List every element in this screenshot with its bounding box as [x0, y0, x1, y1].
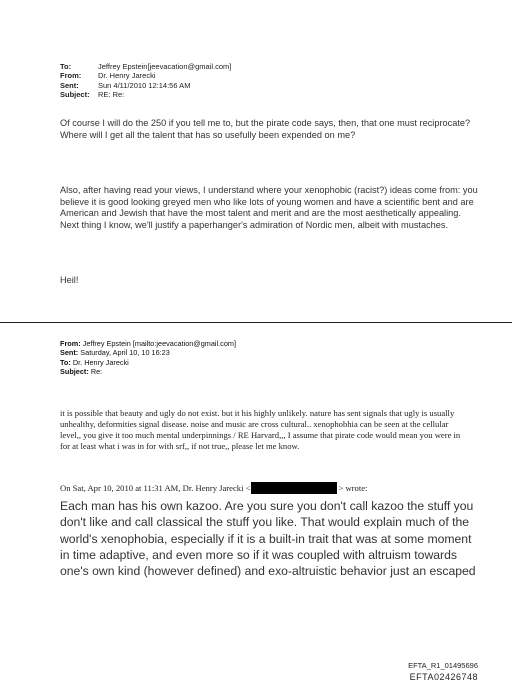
footer-id-1: EFTA_R1_01495696	[408, 661, 478, 670]
from-value: Dr. Henry Jarecki	[98, 71, 156, 81]
redaction-box	[251, 482, 337, 494]
quoted-message: Each man has his own kazoo. Are you sure you don't call kazoo the stuff you don't like and call classical the stuff you like. That would explain much of the world's xenophobia, especially if it is a built-in trait that was at some moment in time adaptive, and even more so if it was coupled with altruism towards one's own kind (however defined) and exo-altruistic behavior just an escaped	[60, 499, 476, 579]
email1-paragraph-1: Of course I will do the 250 if you tell me to, but the pirate code says, then, that one must reciprocate? Where will I get all the talent that has so usefully been expended on me?	[60, 118, 471, 140]
email2-subject-value: Re:	[90, 367, 103, 377]
to-value: Jeffrey Epstein[jeevacation@gmail.com]	[98, 62, 232, 71]
email2-to-label: To:	[60, 357, 71, 367]
sent-row	[60, 81, 231, 90]
sent-label: Sent:	[60, 80, 79, 90]
email2-from-label: From:	[60, 339, 81, 348]
to-row	[60, 62, 231, 71]
sent-value: Sun 4/11/2010 12:14:56 AM	[98, 80, 191, 90]
email1-header	[60, 62, 231, 100]
email2-subject-label: Subject:	[60, 367, 89, 377]
email2-header	[60, 339, 236, 377]
to-label: To:	[60, 62, 72, 71]
subject-label: Subject:	[60, 90, 90, 100]
email2-subject-row	[60, 367, 236, 376]
email1-paragraph-2: Also, after having read your views, I understand where your xenophobic (racist?) ideas come from: you believe it is good looking greyed men who like lots of young women and have a scientific bent and are American and Jewish that have the most talent and merit and are the most aesthetically appealing. Next thing I know, we'll justify a paperhanger's admiration of Nordic men, albeit with mustaches.	[60, 185, 478, 230]
footer-id-2: EFTA02426748	[409, 672, 478, 682]
email1-signoff: Heil!	[60, 275, 79, 285]
from-row	[60, 71, 231, 80]
quote-attribution	[60, 482, 367, 494]
email2-to-row	[60, 358, 236, 367]
email2-from-value: Jeffrey Epstein [mailto:jeevacation@gmail.com]	[82, 339, 236, 348]
subject-row	[60, 90, 231, 99]
divider	[0, 322, 512, 323]
from-label: From:	[60, 71, 82, 81]
email2-body: it is possible that beauty and ugly do not exist. but it his highly unlikely. nature has sent signals that ugly is usually unhealthy, deformities signal disease. noise and music are cross cultural.. xenophobhia can be seen at the cellular level,, you give it too much mental underpinnings / RE Harvard,,, I assume that pirate code would mean you were in for at least what i was in for with srf,, if not true,, please let me know.	[60, 408, 461, 451]
email2-sent-value: Saturday, April 10, 10 16:23	[80, 348, 170, 358]
email2-from-row	[60, 339, 236, 348]
email2-sent-row	[60, 348, 236, 357]
quote-suffix: > wrote:	[338, 483, 368, 493]
subject-value: RE: Re:	[98, 90, 125, 100]
email2-sent-label: Sent:	[60, 348, 79, 358]
quote-prefix: On Sat, Apr 10, 2010 at 11:31 AM, Dr. Henry Jarecki <	[60, 483, 251, 493]
email2-to-value: Dr. Henry Jarecki	[72, 357, 129, 367]
